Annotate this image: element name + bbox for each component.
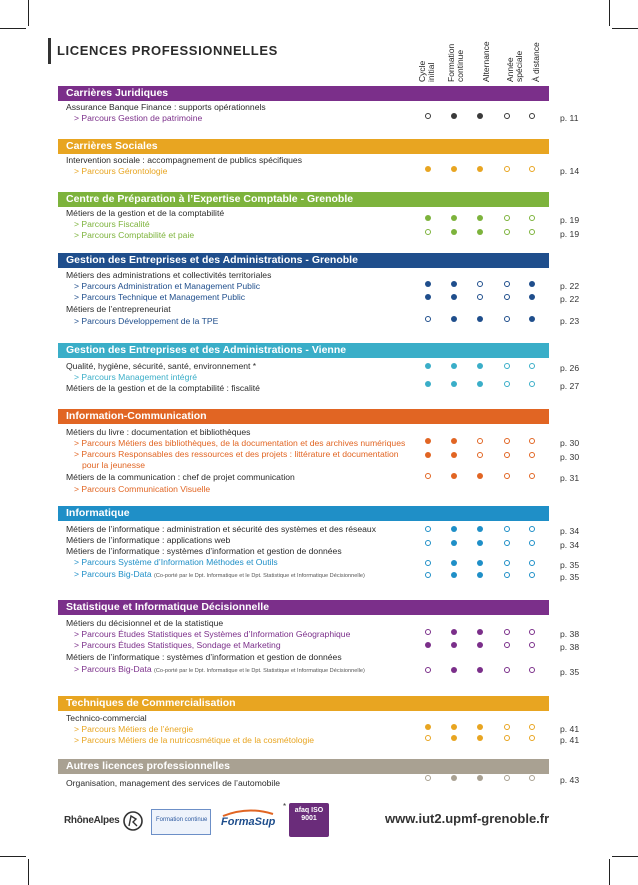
page-ref: p. 14 (560, 166, 580, 176)
open-dot-icon (504, 363, 510, 369)
open-dot-icon (504, 775, 510, 781)
filled-dot-icon (529, 294, 535, 300)
page-ref: p. 23 (560, 316, 580, 326)
open-dot-icon (504, 735, 510, 741)
formasup-logo-text: FormaSup (221, 816, 276, 828)
open-dot-icon (529, 642, 535, 648)
section-carrieres-sociales: Carrières Sociales (58, 139, 549, 154)
open-dot-icon (529, 629, 535, 635)
footnote-asterisk: * (283, 802, 287, 811)
open-dot-icon (504, 473, 510, 479)
open-dot-icon (425, 229, 431, 235)
filled-dot-icon (477, 775, 483, 781)
row-text: Métiers de l’informatique : systèmes d’information et gestion de données (66, 652, 342, 662)
column-header-a-distance (532, 30, 546, 82)
row-text: > Parcours Administration et Management Public (74, 281, 261, 291)
row-text: Qualité, hygiène, sécurité, santé, environnement * (66, 361, 257, 371)
row-text: Technico-commercial (66, 713, 147, 723)
page-ref: p. 38 (560, 629, 580, 639)
row-text: Métiers de l’informatique : systèmes d’information et gestion de données (66, 546, 342, 556)
formation-continue-logo (151, 809, 211, 835)
open-dot-icon (477, 281, 483, 287)
open-dot-icon (529, 438, 535, 444)
column-header-line: initial (426, 62, 436, 82)
open-dot-icon (504, 281, 510, 287)
open-dot-icon (504, 113, 510, 119)
filled-dot-icon (477, 629, 483, 635)
filled-dot-icon (425, 215, 431, 221)
open-dot-icon (529, 540, 535, 546)
filled-dot-icon (451, 166, 457, 172)
crop-mark (28, 0, 29, 26)
open-dot-icon (504, 229, 510, 235)
filled-dot-icon (451, 775, 457, 781)
column-header-annee-speciale (505, 30, 524, 82)
filled-dot-icon (477, 642, 483, 648)
section-gea-grenoble: Gestion des Entreprises et des Administrations - Grenoble (58, 253, 549, 268)
filled-dot-icon (451, 629, 457, 635)
row-text: > Parcours Métiers de la nutricosmétique et de la cosmétologie (74, 735, 315, 745)
afaq-iso-logo (289, 803, 329, 837)
open-dot-icon (504, 294, 510, 300)
filled-dot-icon (451, 381, 457, 387)
section-cpec-grenoble: Centre de Préparation à l’Expertise Comptable - Grenoble (58, 192, 549, 207)
filled-dot-icon (425, 438, 431, 444)
section-information-communication: Information-Communication (58, 409, 549, 424)
rhonealpes-mark-icon (122, 810, 144, 832)
filled-dot-icon (451, 572, 457, 578)
column-header-formation-continue (446, 30, 465, 82)
column-header-alternance (482, 30, 496, 82)
open-dot-icon (425, 526, 431, 532)
filled-dot-icon (451, 215, 457, 221)
row-note: (Co-porté par le Dpt. Informatique et le Dpt. Statistique et Informatique Décisionnelle) (154, 668, 365, 674)
open-dot-icon (529, 215, 535, 221)
filled-dot-icon (529, 281, 535, 287)
filled-dot-icon (477, 229, 483, 235)
crop-mark (28, 859, 29, 885)
filled-dot-icon (425, 452, 431, 458)
filled-dot-icon (477, 473, 483, 479)
filled-dot-icon (425, 294, 431, 300)
rhonealpes-logo (64, 810, 144, 832)
open-dot-icon (504, 667, 510, 673)
open-dot-icon (425, 540, 431, 546)
row-text: > Parcours Gérontologie (74, 166, 168, 176)
row-text: > Parcours Métiers de l’énergie (74, 724, 194, 734)
row-text: Métiers des administrations et collectivités territoriales (66, 270, 272, 280)
row-text: > Parcours Développement de la TPE (74, 316, 219, 326)
filled-dot-icon (451, 473, 457, 479)
formation-continue-logo-text: Formation continue (156, 817, 208, 823)
open-dot-icon (425, 560, 431, 566)
filled-dot-icon (477, 560, 483, 566)
section-techniques-commercialisation: Techniques de Commercialisation (58, 696, 549, 711)
website-link[interactable]: www.iut2.upmf-grenoble.fr (385, 811, 550, 826)
page-ref: p. 35 (560, 667, 580, 677)
filled-dot-icon (451, 113, 457, 119)
open-dot-icon (529, 526, 535, 532)
page-ref: p. 34 (560, 540, 580, 550)
open-dot-icon (425, 735, 431, 741)
section-autres-licences: Autres licences professionnelles (58, 759, 549, 774)
column-header-cycle-initial (417, 30, 436, 82)
row-text: > Parcours Responsables des ressources et des projets : littérature et documentation (74, 449, 399, 459)
filled-dot-icon (425, 381, 431, 387)
crop-mark (0, 856, 26, 857)
filled-dot-icon (451, 229, 457, 235)
row-text: > Parcours Système d’Information Méthodes et Outils (74, 557, 278, 567)
open-dot-icon (504, 540, 510, 546)
filled-dot-icon (477, 113, 483, 119)
row-text-with-note (74, 569, 365, 582)
open-dot-icon (504, 629, 510, 635)
open-dot-icon (425, 316, 431, 322)
page-ref: p. 43 (560, 775, 580, 785)
column-header-line: spéciale (514, 50, 524, 82)
filled-dot-icon (477, 540, 483, 546)
column-header-line: continue (455, 49, 465, 82)
filled-dot-icon (477, 667, 483, 673)
afaq-logo-text: afaq ISO 9001 (294, 807, 324, 822)
page-ref: p. 31 (560, 473, 580, 483)
open-dot-icon (425, 775, 431, 781)
row-text: Assurance Banque Finance : supports opérationnels (66, 102, 266, 112)
page-ref: p. 35 (560, 560, 580, 570)
column-header-line: Alternance (481, 41, 491, 82)
open-dot-icon (529, 560, 535, 566)
row-text: > Parcours Études Statistiques et Systèmes d’Information Géographique (74, 629, 351, 639)
crop-mark (612, 856, 638, 857)
section-statistique-informatique-decisionnelle: Statistique et Informatique Décisionnelle (58, 600, 549, 615)
column-header-line: Cycle (417, 60, 427, 82)
open-dot-icon (504, 166, 510, 172)
filled-dot-icon (477, 735, 483, 741)
open-dot-icon (529, 113, 535, 119)
filled-dot-icon (477, 316, 483, 322)
filled-dot-icon (451, 294, 457, 300)
row-text: Métiers de l’informatique : administration et sécurité des systèmes et des réseaux (66, 524, 376, 534)
row-text: > Parcours Big-Data (74, 664, 152, 674)
row-text-with-note (74, 664, 365, 677)
open-dot-icon (504, 438, 510, 444)
filled-dot-icon (425, 166, 431, 172)
filled-dot-icon (451, 363, 457, 369)
open-dot-icon (529, 363, 535, 369)
row-text: > Parcours Big-Data (74, 569, 152, 579)
filled-dot-icon (451, 724, 457, 730)
row-text: > Parcours Communication Visuelle (74, 484, 211, 494)
row-text: pour la jeunesse (82, 460, 146, 470)
page-ref: p. 35 (560, 572, 580, 582)
filled-dot-icon (451, 540, 457, 546)
title-accent-bar (48, 38, 51, 64)
row-text: Intervention sociale : accompagnement de publics spécifiques (66, 155, 302, 165)
page-title: LICENCES PROFESSIONNELLES (57, 43, 278, 58)
open-dot-icon (504, 572, 510, 578)
filled-dot-icon (477, 215, 483, 221)
open-dot-icon (477, 294, 483, 300)
section-carrieres-juridiques: Carrières Juridiques (58, 86, 549, 101)
filled-dot-icon (477, 572, 483, 578)
open-dot-icon (425, 629, 431, 635)
filled-dot-icon (451, 526, 457, 532)
open-dot-icon (504, 215, 510, 221)
filled-dot-icon (425, 363, 431, 369)
crop-mark (609, 859, 610, 885)
column-header-line: Formation (446, 43, 456, 82)
row-text: Organisation, management des services de l’automobile (66, 778, 281, 788)
page-ref: p. 26 (560, 363, 580, 373)
filled-dot-icon (451, 560, 457, 566)
page-ref: p. 22 (560, 281, 580, 291)
filled-dot-icon (451, 735, 457, 741)
filled-dot-icon (477, 381, 483, 387)
page-ref: p. 19 (560, 215, 580, 225)
filled-dot-icon (477, 724, 483, 730)
open-dot-icon (504, 724, 510, 730)
filled-dot-icon (477, 363, 483, 369)
column-header-line: Année (505, 57, 515, 82)
open-dot-icon (425, 572, 431, 578)
row-note: (Co-porté par le Dpt. Informatique et le Dpt. Statistique et Informatique Décisionnelle) (154, 573, 365, 579)
row-text: Métiers de la gestion et de la comptabilité : fiscalité (66, 383, 260, 393)
row-text: Métiers de l’informatique : applications web (66, 535, 231, 545)
open-dot-icon (529, 724, 535, 730)
open-dot-icon (529, 229, 535, 235)
filled-dot-icon (451, 642, 457, 648)
filled-dot-icon (477, 166, 483, 172)
filled-dot-icon (477, 526, 483, 532)
open-dot-icon (529, 572, 535, 578)
page-ref: p. 38 (560, 642, 580, 652)
filled-dot-icon (425, 642, 431, 648)
open-dot-icon (529, 735, 535, 741)
row-text: > Parcours Études Statistiques, Sondage et Marketing (74, 640, 281, 650)
open-dot-icon (504, 560, 510, 566)
filled-dot-icon (451, 667, 457, 673)
open-dot-icon (477, 438, 483, 444)
crop-mark (609, 0, 610, 26)
open-dot-icon (504, 452, 510, 458)
row-text: Métiers du livre : documentation et bibliothèques (66, 427, 251, 437)
row-text: > Parcours Gestion de patrimoine (74, 113, 203, 123)
open-dot-icon (425, 667, 431, 673)
crop-mark (612, 28, 638, 29)
open-dot-icon (529, 473, 535, 479)
row-text: Métiers de la gestion et de la comptabilité (66, 208, 225, 218)
page-ref: p. 19 (560, 229, 580, 239)
column-header-line: À distance (531, 42, 541, 82)
filled-dot-icon (425, 281, 431, 287)
section-gea-vienne: Gestion des Entreprises et des Administrations - Vienne (58, 343, 549, 358)
page-ref: p. 30 (560, 438, 580, 448)
row-text: > Parcours Technique et Management Public (74, 292, 246, 302)
open-dot-icon (425, 113, 431, 119)
row-text: Métiers de l’entrepreneuriat (66, 304, 171, 314)
open-dot-icon (425, 473, 431, 479)
formasup-logo (219, 808, 277, 834)
page-ref: p. 30 (560, 452, 580, 462)
filled-dot-icon (529, 316, 535, 322)
crop-mark (0, 28, 26, 29)
page-ref: p. 27 (560, 381, 580, 391)
open-dot-icon (504, 526, 510, 532)
filled-dot-icon (451, 438, 457, 444)
open-dot-icon (529, 775, 535, 781)
open-dot-icon (504, 316, 510, 322)
open-dot-icon (529, 667, 535, 673)
section-informatique: Informatique (58, 506, 549, 521)
page-ref: p. 41 (560, 724, 580, 734)
row-text: Métiers de la communication : chef de projet communication (66, 472, 295, 482)
open-dot-icon (529, 452, 535, 458)
row-text: Métiers du décisionnel et de la statistique (66, 618, 224, 628)
open-dot-icon (504, 381, 510, 387)
filled-dot-icon (451, 452, 457, 458)
row-text: > Parcours Fiscalité (74, 219, 150, 229)
page-ref: p. 11 (560, 113, 579, 123)
open-dot-icon (504, 642, 510, 648)
filled-dot-icon (425, 724, 431, 730)
row-text: > Parcours Management intégré (74, 372, 198, 382)
page-ref: p. 34 (560, 526, 580, 536)
page-ref: p. 41 (560, 735, 580, 745)
filled-dot-icon (451, 281, 457, 287)
open-dot-icon (529, 166, 535, 172)
filled-dot-icon (451, 316, 457, 322)
open-dot-icon (477, 452, 483, 458)
open-dot-icon (529, 381, 535, 387)
row-text: > Parcours Métiers des bibliothèques, de la documentation et des archives numériques (74, 438, 406, 448)
row-text: > Parcours Comptabilité et paie (74, 230, 195, 240)
page-ref: p. 22 (560, 294, 580, 304)
rhonealpes-logo-text: RhôneAlpes (64, 815, 120, 826)
